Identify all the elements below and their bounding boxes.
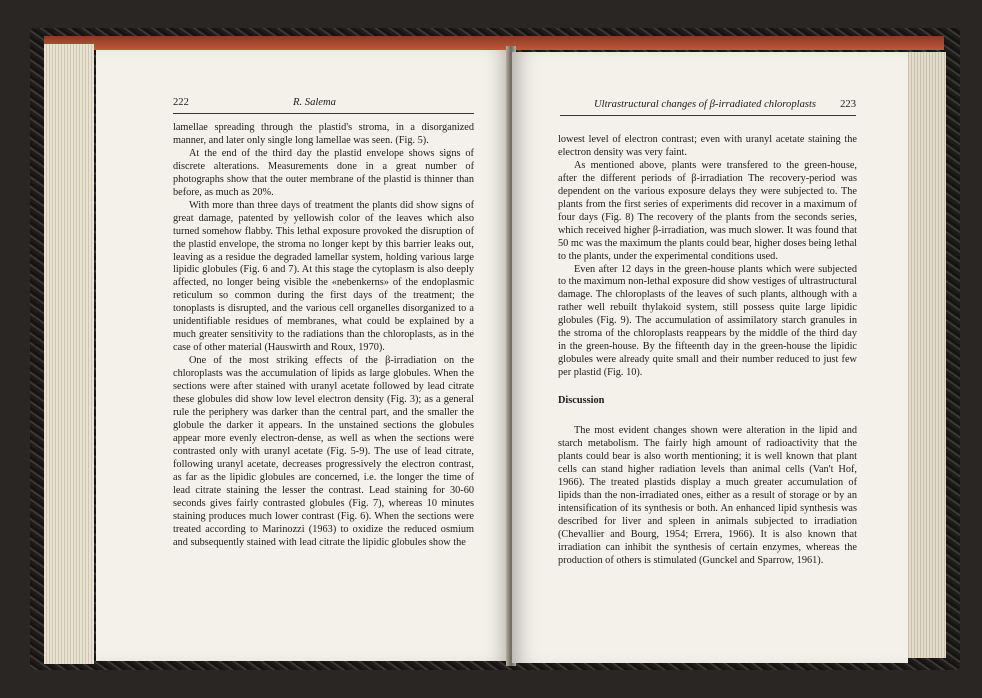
right-page-number: 223 xyxy=(840,99,856,110)
right-page xyxy=(512,52,908,663)
page-stack-right xyxy=(906,52,946,658)
left-page-number: 222 xyxy=(173,97,189,108)
left-page xyxy=(96,50,510,661)
paragraph: lamellae spreading through the plastid's stroma, in a disorganized manner, and later only single long lamellae was seen. (Fig. 5). xyxy=(173,122,474,146)
page-edge-top xyxy=(44,36,944,50)
paragraph: As mentioned above, plants were transfered to the green-house, after the different periods of β-irradiation The recovery-period was dependent on the various exposure delays they were subjected to. The plants from the first series of experiments did recover in a maximum of four days (Fig. 8) The recovery of the plants from the seconds series, which received higher β-irradiation, was much slower. It was found that 50 mc was the maximum the plants could bear, higher doses being lethal to the plants, under the experimental conditions used. xyxy=(558,159,857,262)
paragraph: With more than three days of treatment the plants did show signs of great damage, patented by yellowish color of the leaves which also turned somehow flabby. This lethal exposure provoked the disruption of the plastid envelope, the stroma no longer kept by this barrier leaks out, leaving as a residue the degraded lamellar system, holding various large lipidic globules (Fig. 6 and 7). At this stage the cytoplasm is also deeply affected, no longer being visible the «nebenkerns» of the endoplasmic reticulum so common during the first days of the treatment; the tonoplasts is disrupted, and the various cell organelles disorganized to a unidentifiable residues of membranes, what could be explained by a much greater sensitivity to the radiations than the chloroplasts, as in the case of other material (Hauswirth and Roux, 1970). xyxy=(173,199,474,354)
right-body-text xyxy=(558,134,857,568)
paragraph: Even after 12 days in the green-house plants which were subjected to the maximum non-lethal exposure did show vestiges of ultrastructural damage. The chloroplasts of the leaves of such plants, although with a rather well rebuilt thylakoid system, still possess quite large lipidic globules (Fig. 9). The accumulation of assimilatory starch granules in the stroma of the chloroplasts reappears by the middle of the third day in the green-house. By the fifteenth day in the green-house the lipidic globules were already quite small and their number reduced to just few per plastid (Fig. 10). xyxy=(558,263,857,379)
left-running-header xyxy=(173,97,474,114)
right-running-head: Ultrastructural changes of β-irradiated chloroplasts xyxy=(594,99,817,110)
paragraph: At the end of the third day the plastid envelope shows signs of discrete alterations. Measurements done in a great number of photographs show that the outer membrane of the plastid is thinner than before, as much as 20%. xyxy=(173,147,474,198)
section-heading: Discussion xyxy=(558,395,605,407)
right-running-header xyxy=(560,99,856,116)
paragraph: One of the most striking effects of the β-irradiation on the chloroplasts was the accumulation of lipids as large globules. When the sections were after stained with uranyl acetate followed by lead citrate these globules did show low level electron density (Fig. 3); as a general rule the periphery was darker than the central part, and the smaller the globule the darker it appears. In the unstained sections the globules appear more evenly electron-dense, as well as when the sections were contrasted only with uranyl acetate (Fig. 5-9). The use of lead citrate, following uranyl acetate, decreases progressively the electron contrast, as far as the lipidic globules are concerned, i.e. the longer the time of lead citrate staining the lesser the contrast. Lead staining for 30-60 seconds gives fairly contrasted globules (Fig. 7), whereas 10 minutes staining produces much lower contrast (Fig. 6). When the sections were treated according to Marinozzi (1963) to oxidize the reduced osmium and subsequently stained with lead citrate the lipidic globules show the xyxy=(173,355,474,548)
page-stack-left xyxy=(44,44,94,664)
paragraph: The most evident changes shown were alteration in the lipid and starch metabolism. The fairly high amount of radioactivity that the plants could bear is also worth mentioning; it is well known that plant cells can stand higher radiation levels than animal cells (Van't Hof, 1966). The treated plastids display a much greater accumulation of lipids than the non-irradiated ones, either as a result of storage or by an intensification of its synthesis or both. An enhanced lipid synthesis was described for liver and spleen in animals subjected to irradiation (Chevallier and Bourg, 1954; Errera, 1966). It is also known that irradiation can inhibit the synthesis of certain enzymes, whereas the production of others is stimulated (Gunckel and Sparrow, 1961). xyxy=(558,425,857,566)
paragraph: lowest level of electron contrast; even with uranyl acetate staining the electron density was very faint. xyxy=(558,134,857,158)
left-body-text xyxy=(173,122,474,549)
left-running-head: R. Salema xyxy=(293,97,336,108)
